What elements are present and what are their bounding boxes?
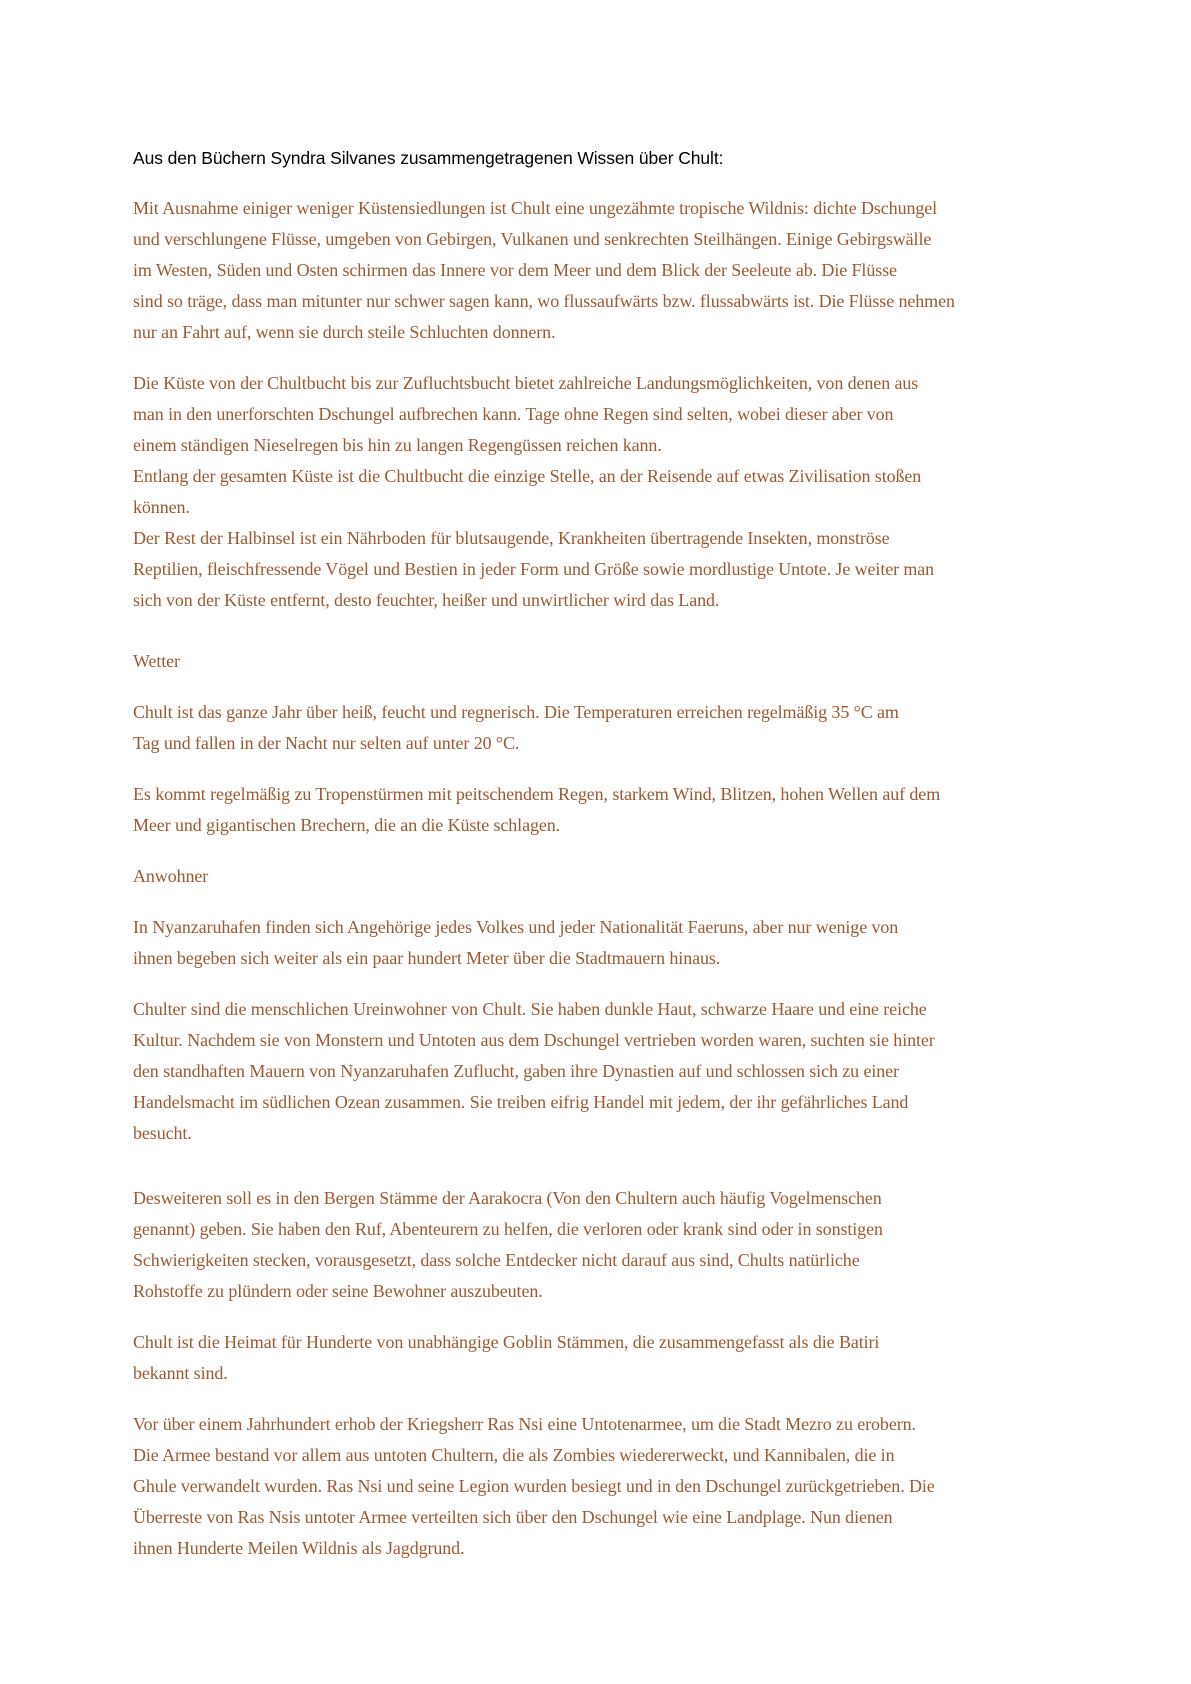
paragraph — [133, 1183, 1063, 1307]
paragraph — [133, 779, 1063, 841]
paragraph — [133, 1327, 1063, 1389]
text-line: bekannt sind. — [133, 1363, 228, 1383]
text-line: Handelsmacht im südlichen Ozean zusammen. Sie treiben eifrig Handel mit jedem, der ihr gefährliches Land — [133, 1092, 909, 1112]
text-line: Tag und fallen in der Nacht nur selten auf unter 20 °C. — [133, 733, 520, 753]
text-line: Wetter — [133, 651, 180, 671]
paragraph — [133, 994, 1063, 1149]
text-line: sich von der Küste entfernt, desto feuchter, heißer und unwirtlicher wird das Land. — [133, 590, 720, 610]
paragraph — [133, 368, 1063, 616]
text-line: Überreste von Ras Nsis untoter Armee verteilten sich über den Dschungel wie eine Landplage. Nun dienen — [133, 1507, 893, 1527]
text-line: Reptilien, fleischfressende Vögel und Bestien in jeder Form und Größe sowie mordlustige Untote. Je weiter man — [133, 559, 935, 579]
text-line: Entlang der gesamten Küste ist die Chultbucht die einzige Stelle, an der Reisende auf etwas Zivilisation stoßen — [133, 466, 922, 486]
text-line: Ghule verwandelt wurden. Ras Nsi und seine Legion wurden besiegt und in den Dschungel zurückgetrieben. Die — [133, 1476, 935, 1496]
section-heading — [133, 861, 1063, 892]
text-line: besucht. — [133, 1123, 192, 1143]
text-line: Chult ist die Heimat für Hunderte von unabhängige Goblin Stämmen, die zusammengefasst als die Batiri — [133, 1332, 880, 1352]
text-line: Vor über einem Jahrhundert erhob der Kriegsherr Ras Nsi eine Untotenarmee, um die Stadt Mezro zu erobern. — [133, 1414, 916, 1434]
text-line: Kultur. Nachdem sie von Monstern und Untoten aus dem Dschungel vertrieben worden waren, suchten sie hinter — [133, 1030, 935, 1050]
text-line: Desweiteren soll es in den Bergen Stämme der Aarakocra (Von den Chultern auch häufig Vogelmenschen — [133, 1188, 882, 1208]
text-line: Anwohner — [133, 866, 209, 886]
text-line: genannt) geben. Sie haben den Ruf, Abenteurern zu helfen, die verloren oder krank sind oder in sonstigen — [133, 1219, 883, 1239]
paragraph — [133, 697, 1063, 759]
text-line: man in den unerforschten Dschungel aufbrechen kann. Tage ohne Regen sind selten, wobei dieser aber von — [133, 404, 894, 424]
text-line: Der Rest der Halbinsel ist ein Nährboden für blutsaugende, Krankheiten übertragende Insekten, monströse — [133, 528, 890, 548]
paragraph-spacer — [133, 1169, 1063, 1183]
section-heading — [133, 646, 1063, 677]
text-line: Es kommt regelmäßig zu Tropenstürmen mit peitschendem Regen, starkem Wind, Blitzen, hohen Wellen auf dem — [133, 784, 941, 804]
text-line: ihnen Hunderte Meilen Wildnis als Jagdgrund. — [133, 1538, 465, 1558]
text-line: Schwierigkeiten stecken, vorausgesetzt, dass solche Entdecker nicht darauf aus sind, Chults natürliche — [133, 1250, 860, 1270]
text-line: einem ständigen Nieselregen bis hin zu langen Regengüssen reichen kann. — [133, 435, 662, 455]
paragraph — [133, 912, 1063, 974]
text-line: nur an Fahrt auf, wenn sie durch steile Schluchten donnern. — [133, 322, 556, 342]
document-title: Aus den Büchern Syndra Silvanes zusammengetragenen Wissen über Chult: — [133, 148, 724, 168]
text-line: Mit Ausnahme einiger weniger Küstensiedlungen ist Chult eine ungezähmte tropische Wildnis: dichte Dschungel — [133, 198, 938, 218]
text-line: ihnen begeben sich weiter als ein paar hundert Meter über die Stadtmauern hinaus. — [133, 948, 721, 968]
text-line: In Nyanzaruhafen finden sich Angehörige jedes Volkes und jeder Nationalität Faeruns, aber nur wenige von — [133, 917, 899, 937]
text-line: Chult ist das ganze Jahr über heiß, feucht und regnerisch. Die Temperaturen erreichen regelmäßig 35 °C am — [133, 702, 899, 722]
text-line: Die Küste von der Chultbucht bis zur Zufluchtsbucht bietet zahlreiche Landungsmöglichkeiten, von denen aus — [133, 373, 919, 393]
document-body — [133, 193, 1063, 1564]
text-line: den standhaften Mauern von Nyanzaruhafen Zuflucht, gaben ihre Dynastien auf und schlossen sich zu einer — [133, 1061, 899, 1081]
paragraph-spacer — [133, 636, 1063, 646]
text-line: Meer und gigantischen Brechern, die an die Küste schlagen. — [133, 815, 561, 835]
text-line: sind so träge, dass man mitunter nur schwer sagen kann, wo flussaufwärts bzw. flussabwärts ist. Die Flüsse nehmen — [133, 291, 955, 311]
paragraph — [133, 1409, 1063, 1564]
text-line: können. — [133, 497, 190, 517]
text-line: Rohstoffe zu plündern oder seine Bewohner auszubeuten. — [133, 1281, 543, 1301]
text-line: Die Armee bestand vor allem aus untoten Chultern, die als Zombies wiedererweckt, und Kannibalen, die in — [133, 1445, 895, 1465]
text-line: und verschlungene Flüsse, umgeben von Gebirgen, Vulkanen und senkrechten Steilhängen. Einige Gebirgswälle — [133, 229, 932, 249]
text-line: Chulter sind die menschlichen Ureinwohner von Chult. Sie haben dunkle Haut, schwarze Haare und eine reiche — [133, 999, 927, 1019]
paragraph — [133, 193, 1063, 348]
text-line: im Westen, Süden und Osten schirmen das Innere vor dem Meer und dem Blick der Seeleute ab. Die Flüsse — [133, 260, 897, 280]
